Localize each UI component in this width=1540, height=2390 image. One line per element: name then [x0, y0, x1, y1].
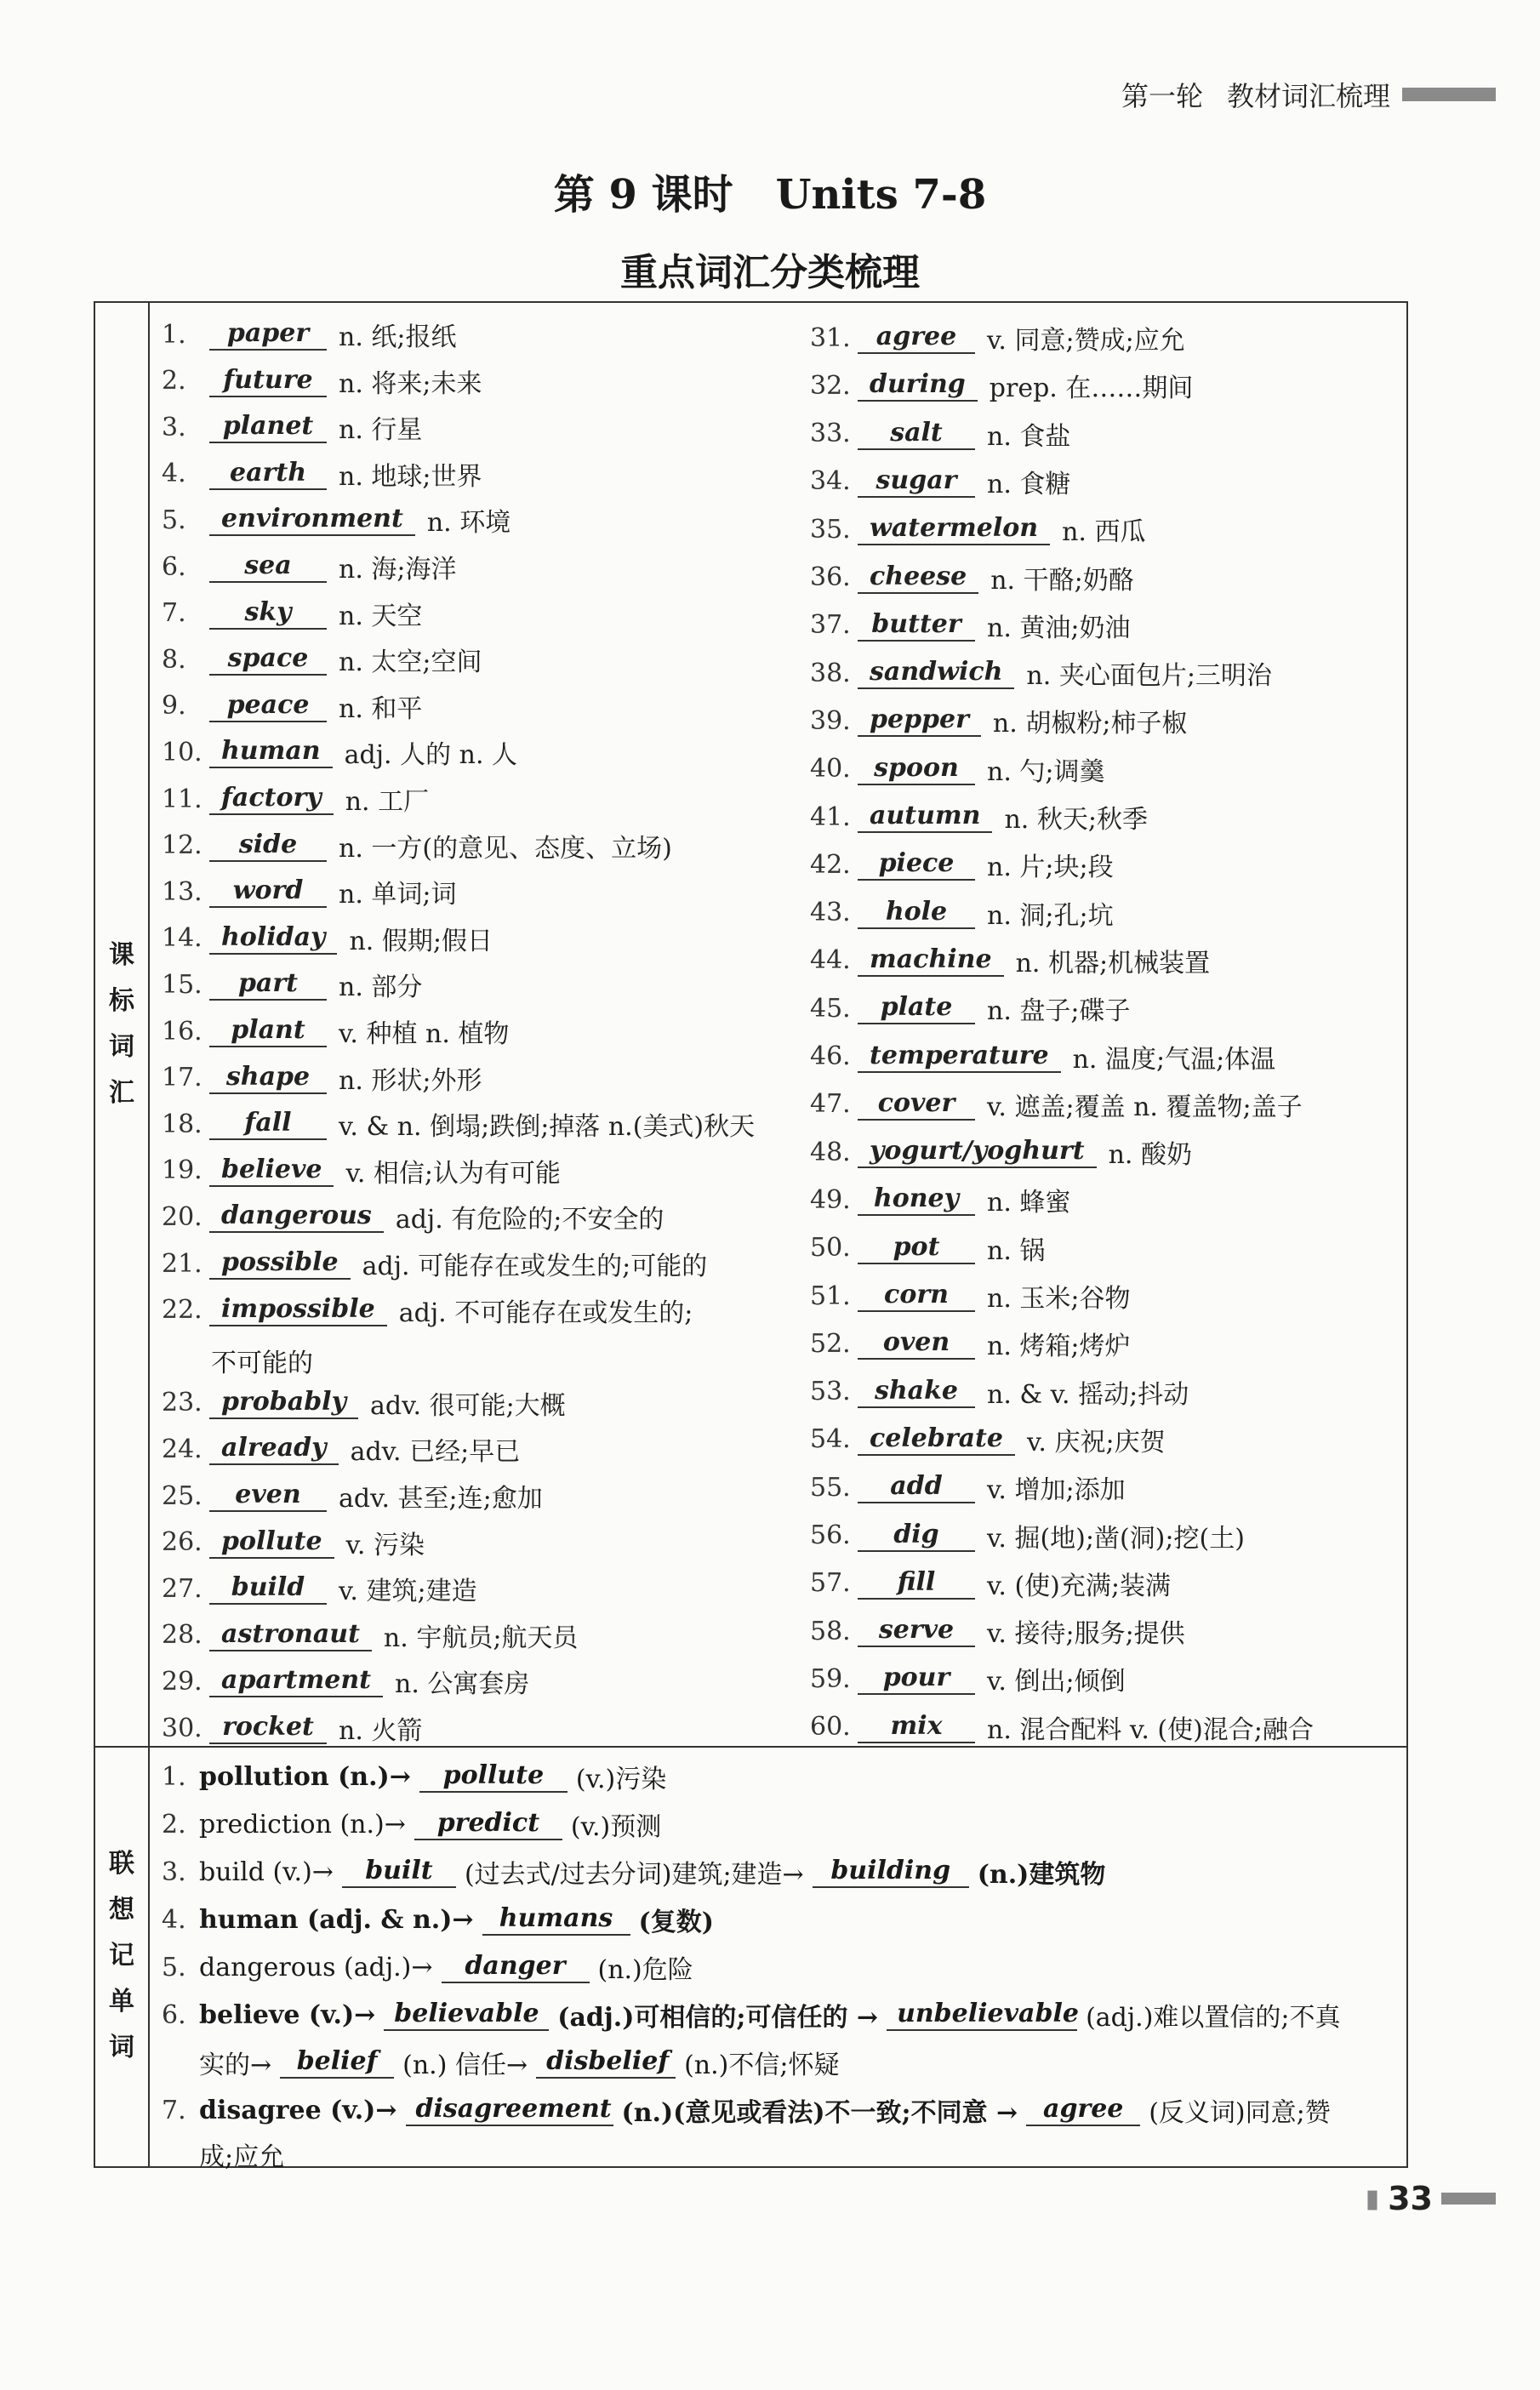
definition: v. 同意;赞成;应允 [987, 326, 1185, 356]
definition: n. 混合配料 v. (使)混合;融合 [987, 1714, 1314, 1745]
answer-blank[interactable]: fall [209, 1108, 327, 1140]
item-number: 4. [162, 459, 186, 489]
item-number: 9. [162, 691, 186, 722]
item-number: 5. [162, 505, 186, 535]
answer-blank[interactable]: autumn [858, 801, 992, 833]
footer-marks: ▮ [1365, 2183, 1380, 2214]
vocab-item [162, 1287, 693, 1333]
answer-blank[interactable]: word [209, 876, 327, 908]
assoc-item-5: 5. dangerous (adj.)→ danger (n.)危险 [162, 1951, 693, 1985]
definition: adv. 甚至;连;愈加 [339, 1484, 543, 1514]
answer-blank[interactable]: dangerous [209, 1201, 384, 1233]
vocab-item [810, 1417, 1166, 1463]
definition: adj. 有危险的;不安全的 [395, 1205, 664, 1235]
item-number: 12. [162, 830, 202, 861]
answer-blank[interactable]: future [209, 365, 327, 397]
vocab-item [162, 776, 429, 822]
answer-blank[interactable]: environment [209, 504, 415, 536]
vocab-item [810, 1608, 1185, 1654]
definition: v. (使)充满;装满 [987, 1571, 1171, 1601]
definition: adj. 人的 n. 人 [344, 740, 518, 771]
definition: n. 单词;词 [339, 880, 457, 910]
definition: adj. 不可能存在或发生的; [398, 1298, 693, 1328]
answer-blank[interactable]: plate [858, 992, 975, 1024]
answer-blank[interactable]: human [209, 736, 333, 768]
item-number: 27. [162, 1573, 202, 1604]
vocab-item [162, 1380, 566, 1426]
answer-blank[interactable]: butter [858, 609, 975, 642]
item-number: 58. [810, 1616, 851, 1646]
answer-blank[interactable]: pollute [419, 1760, 568, 1793]
definition: n. 工厂 [345, 787, 430, 817]
definition: adv. 很可能;大概 [370, 1390, 566, 1421]
definition: n. 行星 [339, 415, 423, 446]
answer-blank[interactable]: shape [209, 1062, 327, 1094]
section-label-association-char: 想 [109, 1895, 134, 1925]
item-number: 45. [810, 993, 851, 1024]
assoc-item-1: 1. pollution (n.)→ pollute (v.)污染 [162, 1760, 667, 1794]
definition: n. 锅 [987, 1235, 1046, 1266]
answer-blank[interactable]: build [209, 1572, 327, 1605]
vocab-item [162, 1194, 664, 1240]
item-number: 41. [810, 801, 851, 832]
answer-blank[interactable]: apartment [209, 1665, 383, 1697]
section-label-association [95, 1746, 150, 2166]
item-number: 57. [810, 1568, 851, 1599]
definition: n. 太空;空间 [339, 647, 482, 678]
answer-blank[interactable]: watermelon [858, 513, 1050, 545]
item-number: 55. [810, 1472, 851, 1503]
definition: n. & v. 摇动;抖动 [987, 1379, 1189, 1410]
answer-blank[interactable]: oven [858, 1327, 975, 1360]
vocab-item [162, 590, 422, 636]
vocab-item [810, 1560, 1171, 1606]
definition: n. 温度;气温;体温 [1072, 1044, 1276, 1075]
header-round: 第一轮 [1121, 80, 1203, 112]
page-number: 33 [1388, 2180, 1433, 2217]
section-label-curriculum-char: 课 [109, 940, 134, 970]
vocab-item [810, 1513, 1245, 1559]
item-number: 23. [162, 1388, 202, 1418]
item-number: 34. [810, 466, 851, 497]
section-label-association-char: 单 [109, 1987, 134, 2016]
vocab-item [810, 985, 1131, 1031]
vocab-item [162, 1008, 509, 1054]
answer-blank[interactable]: planet [209, 411, 327, 443]
vocab-item [810, 650, 1272, 696]
running-header [1121, 75, 1496, 114]
answer-blank[interactable]: rocket [209, 1712, 327, 1744]
item-number: 30. [162, 1713, 202, 1743]
vocab-item [162, 869, 457, 915]
answer-blank[interactable]: during [858, 369, 978, 402]
vocab-item [810, 1225, 1045, 1271]
definition: v. 倒出;倾倒 [987, 1667, 1126, 1697]
definition: n. 西瓜 [1062, 517, 1146, 548]
item-number: 13. [162, 876, 202, 907]
vocab-item [810, 841, 1114, 887]
answer-blank[interactable]: celebrate [858, 1423, 1015, 1456]
item-number: 50. [810, 1233, 851, 1263]
vocab-item [162, 916, 493, 961]
answer-blank[interactable]: possible [209, 1247, 351, 1280]
definition: n. 宇航员;航天员 [383, 1623, 579, 1653]
item-number: 6. [162, 551, 186, 582]
item-number: 49. [810, 1184, 851, 1215]
answer-blank[interactable]: serve [858, 1615, 975, 1647]
vocab-item [810, 459, 1070, 505]
page-footer [1366, 2180, 1496, 2217]
answer-blank[interactable]: predict [414, 1808, 562, 1840]
vocab-item [810, 746, 1105, 792]
vocab-item [810, 1129, 1192, 1175]
answer-blank[interactable]: already [209, 1433, 339, 1465]
definition: n. 酸奶 [1108, 1140, 1192, 1171]
definition: n. 夹心面包片;三明治 [1026, 661, 1272, 692]
header-section: 教材词汇梳理 [1226, 80, 1390, 112]
definition: n. 食盐 [987, 421, 1071, 452]
page-title [0, 162, 1540, 220]
definition: n. 干酪;奶酪 [990, 565, 1134, 596]
item-number: 37. [810, 610, 851, 641]
answer-blank[interactable]: agree [858, 322, 975, 354]
definition: v. 建筑;建造 [339, 1577, 477, 1607]
definition: n. 海;海洋 [339, 555, 457, 585]
assoc-item-7-cont: 成;应允 [199, 2142, 285, 2172]
vocab-item [810, 602, 1131, 648]
answer-blank[interactable]: holiday [209, 922, 337, 955]
vocab-item [162, 451, 482, 497]
vocab-item [810, 555, 1134, 601]
answer-blank[interactable]: humans [482, 1903, 630, 1936]
vocab-item [810, 938, 1210, 984]
vocab-item [810, 1081, 1303, 1127]
vocab-item [162, 1148, 561, 1194]
item-number: 17. [162, 1063, 202, 1093]
answer-blank[interactable]: pepper [858, 704, 981, 737]
item-number: 38. [810, 658, 851, 688]
section-label-association-char: 词 [109, 2033, 134, 2062]
item-number: 10. [162, 737, 202, 767]
vocab-item [810, 698, 1187, 744]
item-number: 35. [810, 514, 851, 545]
answer-blank[interactable]: believable [384, 1999, 549, 2031]
answer-blank[interactable]: cover [858, 1088, 975, 1121]
definition: n. 和平 [339, 693, 423, 724]
definition: v. 庆祝;庆贺 [1027, 1427, 1166, 1457]
definition: n. 纸;报纸 [339, 322, 457, 352]
item-number: 33. [810, 419, 851, 449]
answer-blank[interactable]: disagreement [406, 2094, 613, 2126]
assoc-item-7: 7. disagree (v.)→ disagreement (n.)(意见或看法)不一致;不同意 → agree (反义词)同意;赞 [162, 2094, 1331, 2128]
item-number: 46. [810, 1041, 851, 1071]
answer-blank[interactable]: temperature [858, 1041, 1061, 1073]
vocab-item [162, 683, 422, 729]
answer-blank[interactable]: plant [209, 1015, 327, 1047]
lesson-label: 第 9 课时 [553, 171, 733, 219]
answer-blank[interactable]: dig [858, 1520, 975, 1552]
header-bar [1402, 88, 1496, 101]
item-number: 31. [810, 322, 851, 353]
definition: n. 形状;外形 [339, 1065, 482, 1096]
vocabulary-table [94, 301, 1408, 2172]
vocab-item [162, 823, 672, 869]
association-list [155, 1746, 1406, 2172]
definition: n. 环境 [426, 508, 511, 539]
vocab-item [162, 358, 482, 404]
item-number: 24. [162, 1434, 202, 1464]
answer-blank[interactable]: factory [209, 783, 334, 815]
assoc-item-6-cont: 实的→ belief (n.) 信任→ disbelief (n.)不信;怀疑 [199, 2046, 840, 2080]
item-number: 53. [810, 1377, 851, 1407]
item-number: 54. [810, 1424, 851, 1455]
answer-blank[interactable]: spoon [858, 753, 975, 785]
item-number: 48. [810, 1137, 851, 1167]
definition: n. 将来;未来 [339, 368, 482, 399]
vocab-item [162, 729, 517, 775]
vocab-item [162, 1612, 578, 1658]
section-label-association-char: 记 [109, 1941, 134, 1971]
vocab-item [162, 1520, 425, 1566]
vocab-item [162, 1055, 482, 1101]
item-number: 44. [810, 945, 851, 976]
item-number: 3. [162, 412, 186, 442]
item-number: 18. [162, 1109, 202, 1139]
assoc-item-2: 2. prediction (n.)→ predict (v.)预测 [162, 1808, 662, 1842]
answer-blank[interactable]: probably [209, 1387, 358, 1419]
vocab-item [162, 1241, 707, 1286]
definition-continuation: 不可能的 [211, 1349, 313, 1379]
association-section [95, 1746, 1406, 2172]
answer-blank[interactable]: belief [280, 2046, 394, 2079]
item-number: 36. [810, 562, 851, 592]
item-number: 25. [162, 1480, 202, 1511]
section-label-curriculum [95, 303, 150, 1746]
vocab-item [810, 1704, 1314, 1750]
vocab-item [810, 362, 1193, 408]
definition: n. 火箭 [339, 1716, 423, 1746]
item-number: 7. [162, 598, 186, 629]
definition: v. 污染 [345, 1530, 425, 1560]
answer-blank[interactable]: building [813, 1856, 969, 1888]
item-number: 20. [162, 1201, 202, 1232]
answer-blank[interactable]: impossible [209, 1294, 387, 1326]
definition: v. 掘(地);凿(洞);挖(土) [987, 1523, 1245, 1554]
answer-blank[interactable]: danger [442, 1951, 590, 1983]
answer-blank[interactable]: pour [858, 1663, 975, 1695]
vocab-item [810, 411, 1070, 457]
vocab-item [162, 1426, 520, 1472]
vocab-item [162, 1566, 477, 1611]
item-number: 29. [162, 1666, 202, 1697]
vocab-item [162, 961, 422, 1007]
answer-blank[interactable]: paper [209, 318, 327, 351]
item-number: 40. [810, 754, 851, 784]
footer-bar [1441, 2193, 1496, 2205]
definition: n. 食糖 [987, 469, 1071, 499]
vocab-item [162, 311, 457, 357]
answer-blank[interactable]: pollute [209, 1526, 334, 1559]
vocab-item [162, 544, 457, 590]
item-number: 60. [810, 1712, 851, 1743]
definition: n. 玉米;谷物 [987, 1284, 1131, 1314]
answer-blank[interactable]: sandwich [858, 657, 1014, 689]
section-label-curriculum-char: 标 [109, 986, 134, 1016]
item-number: 11. [162, 784, 202, 814]
vocab-item [162, 404, 422, 450]
answer-blank[interactable]: side [209, 830, 327, 862]
definition: n. 秋天;秋季 [1004, 805, 1148, 835]
answer-blank[interactable]: sky [209, 597, 327, 630]
definition: n. 勺;调羹 [987, 756, 1105, 787]
vocab-item [162, 1658, 529, 1704]
answer-blank[interactable]: honey [858, 1184, 975, 1216]
assoc-item-4: 4. human (adj. & n.)→ humans (复数) [162, 1903, 714, 1937]
definition: v. 遮盖;覆盖 n. 覆盖物;盖子 [987, 1092, 1303, 1122]
definition: n. 盘子;碟子 [987, 996, 1131, 1027]
definition: n. 片;块;段 [987, 853, 1114, 883]
definition: n. 机器;机械装置 [1015, 948, 1211, 978]
definition: n. 一方(的意见、态度、立场) [339, 833, 672, 864]
section-label-curriculum-char: 词 [109, 1032, 134, 1062]
answer-blank[interactable]: peace [209, 690, 327, 722]
answer-blank[interactable]: yogurt/yoghurt [858, 1136, 1097, 1168]
vocab-item [810, 315, 1185, 361]
item-number: 51. [810, 1281, 851, 1311]
answer-blank[interactable]: shake [858, 1376, 975, 1408]
answer-blank[interactable]: add [858, 1471, 975, 1503]
vocab-item [810, 1177, 1070, 1223]
item-number: 47. [810, 1089, 851, 1120]
definition: n. 蜂蜜 [987, 1188, 1071, 1218]
answer-blank[interactable]: sugar [858, 465, 975, 498]
units-label: Units 7-8 [775, 171, 987, 219]
item-number: 22. [162, 1295, 202, 1326]
item-number: 21. [162, 1248, 202, 1279]
item-number: 42. [810, 849, 851, 880]
vocab-item [810, 1656, 1126, 1702]
item-number: 52. [810, 1328, 851, 1359]
answer-blank[interactable]: piece [858, 848, 975, 881]
item-number: 19. [162, 1155, 202, 1186]
answer-blank[interactable]: earth [209, 458, 327, 490]
answer-blank[interactable]: pot [858, 1232, 975, 1264]
answer-blank[interactable]: fill [858, 1567, 975, 1600]
answer-blank[interactable]: space [209, 643, 327, 676]
definition: n. 洞;孔;坑 [987, 900, 1114, 931]
answer-blank[interactable]: salt [858, 418, 975, 450]
answer-blank[interactable]: astronaut [209, 1619, 372, 1651]
definition: n. 黄油;奶油 [987, 613, 1131, 643]
item-number: 43. [810, 898, 851, 928]
item-number: 59. [810, 1663, 851, 1694]
item-number: 8. [162, 644, 186, 675]
answer-blank[interactable]: corn [858, 1280, 975, 1312]
answer-blank[interactable]: disbelief [536, 2046, 676, 2079]
definition: v. 相信;认为有可能 [345, 1158, 562, 1189]
page-subtitle: 重点词汇分类梳理 [620, 251, 920, 294]
item-number: 26. [162, 1527, 202, 1558]
vocab-item [810, 794, 1148, 840]
vocab-item [810, 506, 1145, 552]
answer-blank[interactable]: part [209, 968, 327, 1001]
definition: adj. 可能存在或发生的;可能的 [362, 1252, 708, 1281]
vocab-item [162, 1705, 422, 1751]
definition: v. 种植 n. 植物 [339, 1019, 510, 1049]
definition: n. 胡椒粉;柿子椒 [992, 709, 1188, 739]
definition: v. 接待;服务;提供 [987, 1619, 1185, 1650]
item-number: 15. [162, 969, 202, 1000]
answer-blank[interactable]: mix [858, 1711, 975, 1743]
item-number: 28. [162, 1620, 202, 1651]
definition: n. 地球;世界 [339, 461, 482, 492]
curriculum-vocab-section [95, 303, 1406, 1748]
answer-blank[interactable]: hole [858, 897, 975, 929]
vocab-item [162, 1473, 543, 1519]
definition: n. 假期;假日 [349, 926, 493, 956]
definition: n. 天空 [339, 601, 423, 631]
vocab-item [810, 1273, 1131, 1319]
answer-blank[interactable]: unbelievable [887, 1999, 1077, 2031]
vocab-item [810, 1369, 1189, 1415]
answer-blank[interactable]: built [342, 1856, 456, 1888]
answer-blank[interactable]: even [209, 1480, 327, 1512]
item-number: 32. [810, 370, 851, 401]
item-number: 56. [810, 1520, 851, 1550]
definition: v. 增加;添加 [987, 1475, 1126, 1506]
answer-blank[interactable]: believe [209, 1155, 334, 1187]
section-label-association-char: 联 [109, 1849, 134, 1879]
definition: v. & n. 倒塌;跌倒;掉落 n.(美式)秋天 [339, 1112, 756, 1143]
vocab-item [162, 497, 510, 543]
definition: n. 公寓套房 [395, 1669, 530, 1700]
vocab-item [810, 890, 1114, 936]
answer-blank[interactable]: cheese [858, 562, 978, 594]
answer-blank[interactable]: machine [858, 944, 1004, 977]
vocab-item [162, 1101, 755, 1147]
definition: n. 烤箱;烤炉 [987, 1332, 1131, 1362]
answer-blank[interactable]: sea [209, 550, 327, 583]
item-number: 14. [162, 923, 202, 954]
vocab-item [810, 1464, 1126, 1510]
section-label-curriculum-char: 汇 [109, 1078, 134, 1108]
item-number: 39. [810, 705, 851, 736]
answer-blank[interactable]: agree [1026, 2094, 1140, 2126]
item-number: 1. [162, 319, 186, 350]
definition: n. 部分 [339, 973, 423, 1003]
definition: prep. 在……期间 [989, 374, 1194, 404]
assoc-item-6: 6. believe (v.)→ believable (adj.)可相信的;可信任的 → unbelievable (adj.)难以置信的;不真 [162, 1999, 1341, 2033]
item-number: 16. [162, 1016, 202, 1047]
vocab-item [162, 636, 482, 682]
vocab-item [810, 1320, 1131, 1366]
item-number: 2. [162, 366, 186, 396]
assoc-item-3: 3. build (v.)→ built (过去式/过去分词)建筑;建造→ building (n.)建筑物 [162, 1856, 1106, 1890]
vocab-item [810, 1034, 1275, 1080]
definition: adv. 已经;早已 [350, 1437, 521, 1468]
